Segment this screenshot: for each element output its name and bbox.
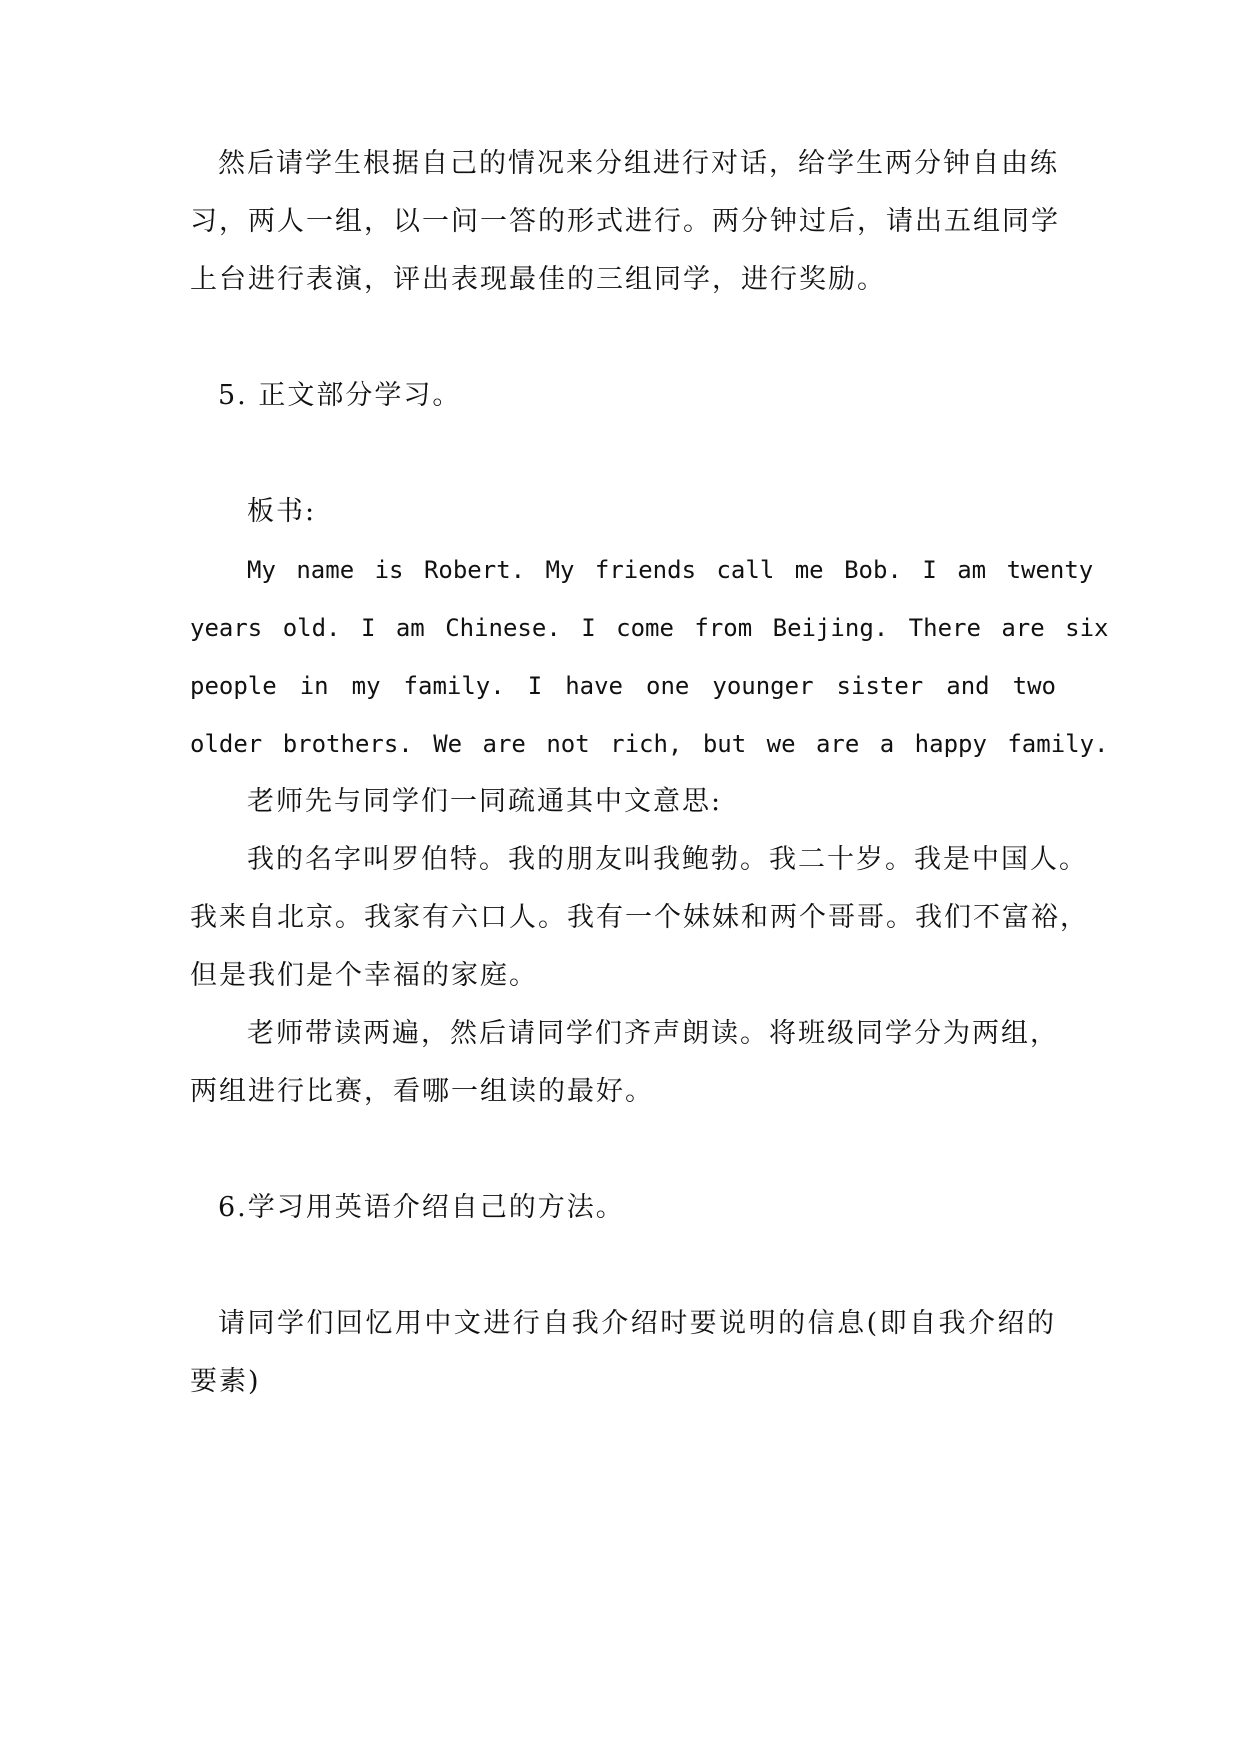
teacher-note-1: 老师先与同学们一同疏通其中文意思: bbox=[247, 786, 723, 817]
english-text-line-2: years old. I am Chinese. I come from Beijing. There are six bbox=[190, 614, 1109, 642]
paragraph-1-line-3: 上台进行表演，评出表现最佳的三组同学，进行奖励。 bbox=[190, 264, 886, 295]
final-paragraph-line-2: 要素) bbox=[190, 1366, 261, 1397]
paragraph-1-line-2: 习，两人一组，以一问一答的形式进行。两分钟过后，请出五组同学 bbox=[190, 206, 1060, 237]
board-label: 板书: bbox=[247, 496, 317, 527]
translation-line-1: 我的名字叫罗伯特。我的朋友叫我鲍勃。我二十岁。我是中国人。 bbox=[247, 844, 1088, 875]
english-text-line-4: older brothers. We are not rich, but we are a happy family. bbox=[190, 730, 1109, 758]
final-paragraph-line-1: 请同学们回忆用中文进行自我介绍时要说明的信息(即自我介绍的 bbox=[218, 1308, 1056, 1339]
section-heading-6: 6.学习用英语介绍自己的方法。 bbox=[218, 1192, 625, 1223]
english-text-line-3: people in my family. I have one younger sister and two bbox=[190, 672, 1056, 700]
paragraph-1-line-1: 然后请学生根据自己的情况来分组进行对话，给学生两分钟自由练 bbox=[218, 148, 1059, 179]
teacher-note-2-line-2: 两组进行比赛，看哪一组读的最好。 bbox=[190, 1076, 654, 1107]
section-heading-5: 5. 正文部分学习。 bbox=[218, 380, 462, 411]
english-text-line-1: My name is Robert. My friends call me Bob. I am twenty bbox=[247, 556, 1094, 584]
teacher-note-2-line-1: 老师带读两遍，然后请同学们齐声朗读。将班级同学分为两组， bbox=[247, 1018, 1059, 1049]
translation-line-2: 我来自北京。我家有六口人。我有一个妹妹和两个哥哥。我们不富裕， bbox=[190, 902, 1089, 933]
translation-line-3: 但是我们是个幸福的家庭。 bbox=[190, 960, 538, 991]
